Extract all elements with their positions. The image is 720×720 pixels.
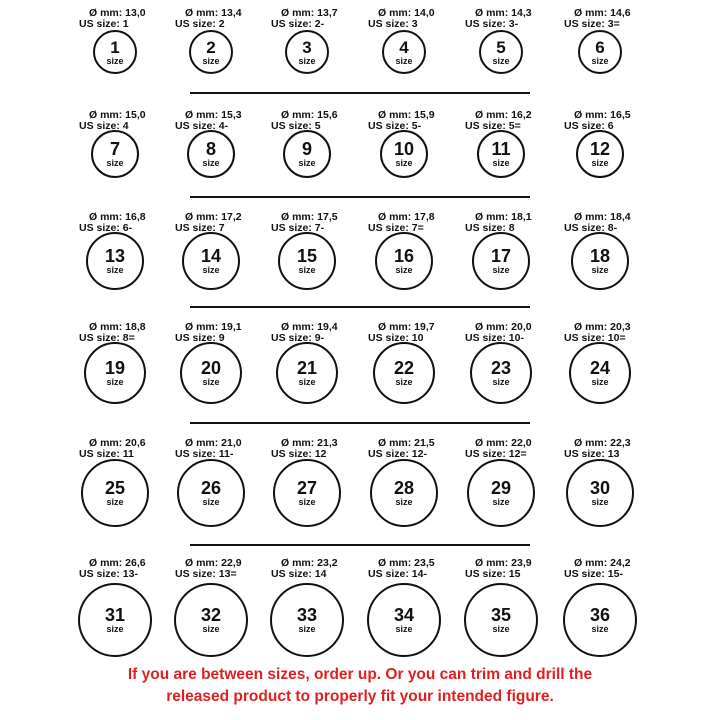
ring-number: 15 [296, 246, 318, 266]
ring-label-23 [465, 322, 532, 344]
us-size-text: US size: 7 [175, 222, 225, 234]
ring-size-word: size [591, 497, 609, 507]
ring-number: 36 [589, 605, 611, 625]
ring-size-word: size [298, 497, 316, 507]
ring-circle-16 [375, 232, 433, 290]
diameter-text: Ø mm: 26,6 [89, 557, 146, 569]
us-size-text: US size: 8= [79, 332, 135, 344]
diameter-text: Ø mm: 22,0 [475, 437, 532, 449]
ring-number: 32 [200, 605, 222, 625]
ring-label-24 [564, 322, 631, 344]
diameter-text: Ø mm: 19,1 [185, 321, 242, 333]
ring-size-word: size [395, 377, 413, 387]
ring-label-29 [465, 438, 532, 460]
ring-size-word: size [106, 265, 124, 275]
ring-number: 1 [110, 37, 120, 57]
ring-label-19 [79, 322, 146, 344]
ring-size-word: size [591, 377, 609, 387]
us-size-text: US size: 5= [465, 120, 521, 132]
ring-size-word: size [591, 158, 609, 168]
row-divider-5 [190, 544, 530, 546]
us-size-text: US size: 14- [368, 568, 427, 580]
us-size-text: US size: 12- [368, 448, 427, 460]
ring-circle-36 [563, 583, 637, 657]
diameter-text: Ø mm: 15,3 [185, 109, 242, 121]
us-size-text: US size: 13 [564, 448, 620, 460]
diameter-text: Ø mm: 16,5 [574, 109, 631, 121]
ring-label-11 [465, 110, 532, 132]
ring-label-10 [368, 110, 435, 132]
ring-size-word: size [298, 158, 316, 168]
ring-label-28 [368, 438, 435, 460]
ring-number: 6 [595, 37, 605, 57]
ring-size-word: size [395, 265, 413, 275]
us-size-text: US size: 10- [465, 332, 524, 344]
diameter-text: Ø mm: 18,1 [475, 211, 532, 223]
diameter-text: Ø mm: 16,2 [475, 109, 532, 121]
ring-circle-10 [380, 130, 428, 178]
us-size-text: US size: 11 [79, 448, 134, 460]
diameter-text: Ø mm: 19,7 [378, 321, 435, 333]
ring-circle-19 [84, 342, 146, 404]
ring-label-2 [175, 8, 242, 30]
ring-label-22 [368, 322, 435, 344]
row-divider-3 [190, 306, 530, 308]
sizing-note-line-1: If you are between sizes, order up. Or you can trim and drill the [127, 666, 593, 683]
ring-size-word: size [395, 624, 413, 634]
ring-circle-4 [382, 30, 426, 74]
diameter-text: Ø mm: 19,4 [281, 321, 338, 333]
ring-label-15 [271, 212, 338, 234]
ring-number: 3 [302, 37, 312, 57]
us-size-text: US size: 13= [175, 568, 237, 580]
ring-circle-8 [187, 130, 235, 178]
diameter-text: Ø mm: 21,0 [185, 437, 242, 449]
ring-label-18 [564, 212, 631, 234]
ring-label-33 [271, 558, 338, 580]
ring-size-word: size [492, 377, 510, 387]
diameter-text: Ø mm: 22,9 [185, 557, 242, 569]
diameter-text: Ø mm: 18,8 [89, 321, 146, 333]
ring-size-word: size [202, 265, 220, 275]
ring-label-27 [271, 438, 338, 460]
ring-number: 33 [296, 605, 318, 625]
diameter-text: Ø mm: 24,2 [574, 557, 631, 569]
ring-number: 35 [490, 605, 512, 625]
ring-circle-17 [472, 232, 530, 290]
ring-number: 23 [490, 358, 512, 378]
us-size-text: US size: 12 [271, 448, 327, 460]
ring-size-word: size [106, 624, 124, 634]
ring-size-word: size [492, 158, 510, 168]
ring-size-word: size [492, 624, 510, 634]
ring-label-17 [465, 212, 532, 234]
sizing-note-line-2: released product to properly fit your intended figure. [166, 688, 554, 705]
ring-circle-29 [467, 459, 535, 527]
ring-label-16 [368, 212, 435, 234]
ring-circle-13 [86, 232, 144, 290]
ring-size-word: size [492, 55, 510, 66]
us-size-text: US size: 2 [175, 18, 225, 30]
diameter-text: Ø mm: 14,0 [378, 7, 435, 19]
us-size-text: US size: 13- [79, 568, 138, 580]
ring-number: 26 [200, 478, 222, 498]
ring-circle-14 [182, 232, 240, 290]
us-size-text: US size: 9 [175, 332, 225, 344]
ring-number: 11 [491, 139, 511, 159]
ring-number: 22 [393, 358, 415, 378]
ring-number: 21 [296, 358, 318, 378]
diameter-text: Ø mm: 20,6 [89, 437, 146, 449]
ring-number: 13 [104, 246, 126, 266]
ring-size-word: size [492, 265, 510, 275]
us-size-text: US size: 10= [564, 332, 626, 344]
ring-size-word: size [492, 497, 510, 507]
ring-label-4 [368, 8, 435, 30]
ring-size-word: size [202, 624, 220, 634]
ring-label-8 [175, 110, 242, 132]
ring-circle-32 [174, 583, 248, 657]
ring-circle-11 [477, 130, 525, 178]
ring-label-21 [271, 322, 338, 344]
ring-label-12 [564, 110, 631, 132]
diameter-text: Ø mm: 17,2 [185, 211, 242, 223]
us-size-text: US size: 4- [175, 120, 229, 132]
diameter-text: Ø mm: 22,3 [574, 437, 631, 449]
ring-label-14 [175, 212, 242, 234]
ring-circle-23 [470, 342, 532, 404]
ring-number: 19 [104, 358, 126, 378]
us-size-text: US size: 9- [271, 332, 325, 344]
diameter-text: Ø mm: 23,9 [475, 557, 532, 569]
us-size-text: US size: 4 [79, 120, 129, 132]
us-size-text: US size: 11- [175, 448, 234, 460]
ring-number: 24 [589, 358, 611, 378]
ring-label-32 [175, 558, 242, 580]
ring-size-word: size [298, 265, 316, 275]
diameter-text: Ø mm: 23,5 [378, 557, 435, 569]
ring-number: 20 [200, 358, 222, 378]
ring-number: 7 [109, 139, 120, 159]
ring-size-word: size [591, 55, 609, 66]
ring-number: 12 [589, 139, 611, 159]
us-size-text: US size: 2- [271, 18, 325, 30]
ring-label-36 [564, 558, 631, 580]
ring-label-35 [465, 558, 532, 580]
ring-number: 18 [589, 246, 611, 266]
us-size-text: US size: 3 [368, 18, 418, 30]
diameter-text: Ø mm: 17,8 [378, 211, 435, 223]
diameter-text: Ø mm: 14,6 [574, 7, 631, 19]
ring-label-6 [564, 8, 631, 30]
diameter-text: Ø mm: 13,7 [281, 7, 338, 19]
ring-number: 28 [393, 478, 415, 498]
ring-label-5 [465, 8, 532, 30]
ring-size-word: size [106, 497, 124, 507]
ring-circle-1 [93, 30, 137, 74]
diameter-text: Ø mm: 17,5 [281, 211, 338, 223]
us-size-text: US size: 7- [271, 222, 325, 234]
ring-label-3 [271, 8, 338, 30]
ring-number: 4 [399, 37, 409, 57]
ring-label-34 [368, 558, 435, 580]
diameter-text: Ø mm: 15,6 [281, 109, 338, 121]
ring-label-1 [79, 8, 146, 30]
diameter-text: Ø mm: 13,4 [185, 7, 242, 19]
ring-label-26 [175, 438, 242, 460]
ring-circle-9 [283, 130, 331, 178]
ring-size-word: size [395, 158, 413, 168]
ring-number: 31 [104, 605, 126, 625]
ring-circle-21 [276, 342, 338, 404]
ring-circle-35 [464, 583, 538, 657]
ring-label-31 [79, 558, 146, 580]
ring-size-word: size [298, 624, 316, 634]
ring-circle-7 [91, 130, 139, 178]
ring-number: 8 [205, 139, 216, 159]
ring-circle-2 [189, 30, 233, 74]
ring-circle-6 [578, 30, 622, 74]
ring-size-word: size [202, 497, 220, 507]
row-divider-2 [190, 196, 530, 198]
ring-size-word: size [298, 55, 316, 66]
diameter-text: Ø mm: 16,8 [89, 211, 146, 223]
row-divider-4 [190, 422, 530, 424]
ring-number: 29 [490, 478, 512, 498]
us-size-text: US size: 14 [271, 568, 327, 580]
us-size-text: US size: 6- [79, 222, 133, 234]
ring-number: 10 [393, 139, 415, 159]
ring-circle-31 [78, 583, 152, 657]
ring-circle-24 [569, 342, 631, 404]
ring-number: 16 [393, 246, 415, 266]
ring-number: 25 [104, 478, 126, 498]
ring-size-word: size [202, 55, 220, 66]
ring-circle-34 [367, 583, 441, 657]
diameter-text: Ø mm: 23,2 [281, 557, 338, 569]
ring-circle-33 [270, 583, 344, 657]
ring-circle-27 [273, 459, 341, 527]
ring-label-7 [79, 110, 146, 132]
ring-size-word: size [202, 377, 220, 387]
ring-label-13 [79, 212, 146, 234]
ring-number: 14 [200, 246, 222, 266]
ring-number: 2 [206, 37, 216, 57]
ring-circle-30 [566, 459, 634, 527]
diameter-text: Ø mm: 20,0 [475, 321, 532, 333]
sizing-note [0, 664, 720, 708]
ring-size-word: size [106, 158, 124, 168]
diameter-text: Ø mm: 15,0 [89, 109, 146, 121]
ring-number: 9 [301, 139, 312, 159]
ring-size-word: size [395, 55, 413, 66]
diameter-text: Ø mm: 18,4 [574, 211, 631, 223]
ring-number: 17 [490, 246, 512, 266]
row-divider-1 [190, 92, 530, 94]
ring-size-word: size [106, 377, 124, 387]
ring-number: 5 [496, 37, 506, 57]
ring-circle-5 [479, 30, 523, 74]
ring-number: 34 [393, 605, 415, 625]
ring-size-word: size [202, 158, 220, 168]
ring-circle-22 [373, 342, 435, 404]
us-size-text: US size: 6 [564, 120, 614, 132]
ring-circle-28 [370, 459, 438, 527]
ring-circle-26 [177, 459, 245, 527]
ring-label-25 [79, 438, 146, 460]
us-size-text: US size: 5- [368, 120, 422, 132]
diameter-text: Ø mm: 21,5 [378, 437, 435, 449]
ring-number: 30 [589, 478, 611, 498]
ring-circle-3 [285, 30, 329, 74]
ring-circle-12 [576, 130, 624, 178]
diameter-text: Ø mm: 14,3 [475, 7, 532, 19]
us-size-text: US size: 15- [564, 568, 623, 580]
us-size-text: US size: 3= [564, 18, 620, 30]
us-size-text: US size: 15 [465, 568, 521, 580]
diameter-text: Ø mm: 20,3 [574, 321, 631, 333]
diameter-text: Ø mm: 13,0 [89, 7, 146, 19]
ring-label-30 [564, 438, 631, 460]
ring-label-9 [271, 110, 338, 132]
us-size-text: US size: 5 [271, 120, 321, 132]
us-size-text: US size: 12= [465, 448, 527, 460]
ring-size-word: size [591, 624, 609, 634]
ring-label-20 [175, 322, 242, 344]
ring-number: 27 [296, 478, 318, 498]
us-size-text: US size: 1 [79, 18, 129, 30]
ring-size-word: size [395, 497, 413, 507]
us-size-text: US size: 8 [465, 222, 515, 234]
us-size-text: US size: 10 [368, 332, 424, 344]
us-size-text: US size: 3- [465, 18, 519, 30]
ring-circle-25 [81, 459, 149, 527]
diameter-text: Ø mm: 15,9 [378, 109, 435, 121]
ring-circle-15 [278, 232, 336, 290]
diameter-text: Ø mm: 21,3 [281, 437, 338, 449]
us-size-text: US size: 8- [564, 222, 618, 234]
ring-circle-20 [180, 342, 242, 404]
ring-circle-18 [571, 232, 629, 290]
us-size-text: US size: 7= [368, 222, 424, 234]
ring-size-word: size [106, 55, 124, 66]
ring-size-word: size [298, 377, 316, 387]
ring-size-word: size [591, 265, 609, 275]
